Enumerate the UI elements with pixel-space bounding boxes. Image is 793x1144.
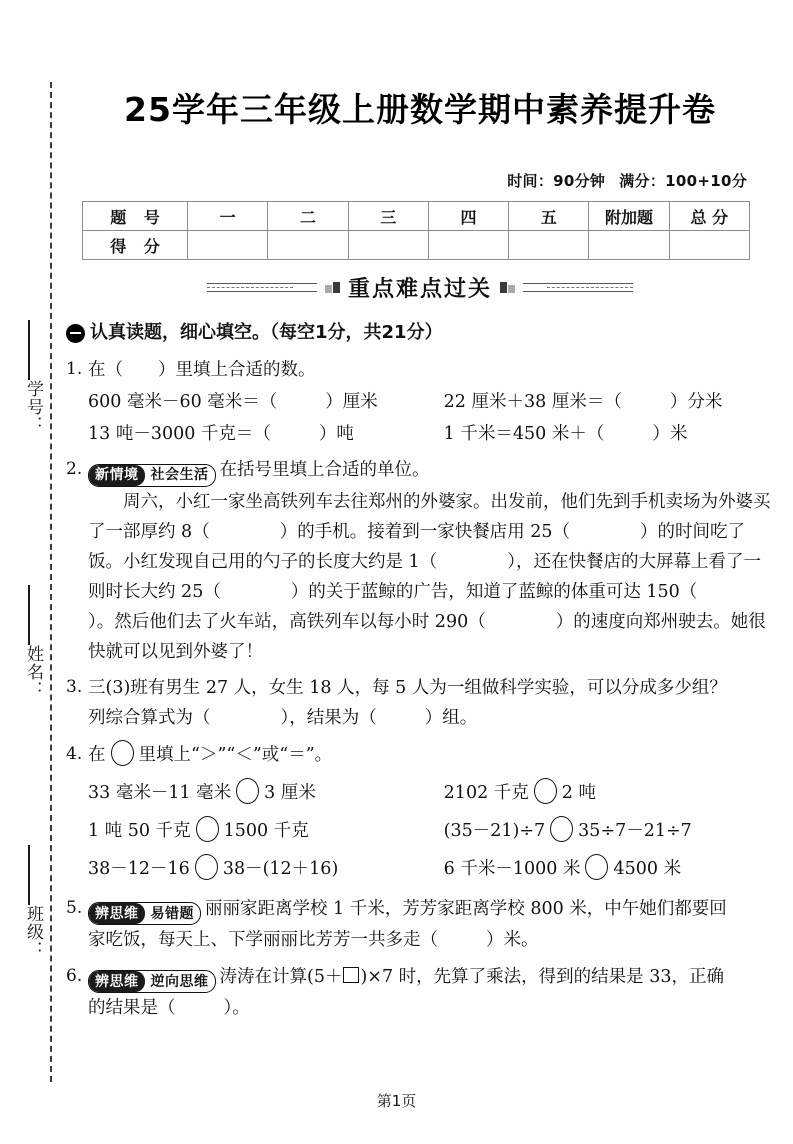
margin-name-label: 姓名： (23, 645, 43, 699)
q1-r1-left-a: 600 毫米－60 毫米＝（ (88, 392, 278, 413)
exam-time-label: 时间：90分钟 (507, 172, 606, 190)
q2-part-1: 周六，小红一家坐高铁列车去往郑州的外婆家。出发前，他们先到手机卖场为外婆买了一部厚约 8（ (88, 491, 771, 542)
cut-dashed-line (50, 82, 52, 1082)
q2-part-2: ）的手机。接着到一家快餐店用 25（ (279, 521, 571, 542)
q2-part-4: ），还在快餐店的大屏幕上看了一则时长大约 25（ (88, 551, 761, 603)
q2-part-5: ）的关于蓝鲸的广告，知道了蓝鲸的体重可达 150（ (290, 582, 698, 603)
q3-part-b: ），结果为（ (280, 708, 377, 729)
banner-decoration-right (523, 283, 633, 292)
question-5-line-1 (88, 894, 772, 926)
question-6 (66, 962, 772, 1024)
score-cell-1[interactable] (188, 231, 268, 260)
score-table-col-1: 一 (188, 202, 268, 231)
q1-r2-right-a: 1 千米＝450 米＋（ (443, 424, 605, 445)
q1-r1-left-b: ）厘米 (325, 392, 378, 413)
q1-r1-right-b: ）分米 (669, 392, 723, 413)
q4-r2-right-b: 35÷7－21÷7 (578, 820, 692, 841)
q1-r2-left-b: ）吨 (318, 424, 354, 445)
q3-part-c: ）组。 (424, 708, 478, 729)
score-table-col-5: 五 (509, 202, 589, 231)
score-cell-2[interactable] (268, 231, 348, 260)
table-row (83, 231, 750, 260)
question-2-number: 2. (66, 459, 83, 480)
exam-meta (507, 170, 747, 191)
q1-r2-left-a: 13 吨－3000 千克＝（ (88, 424, 271, 445)
score-table-row-label: 题 号 (83, 202, 188, 231)
question-4-number: 4. (66, 743, 83, 764)
q4-r2-left-circle[interactable] (196, 816, 219, 842)
question-5 (66, 894, 772, 956)
question-4-item-row-1 (88, 778, 772, 808)
q4-r1-left-a: 33 毫米－11 毫米 (88, 782, 232, 803)
exam-total-score-label: 满分：100+10分 (619, 172, 747, 190)
q6-part-a: 涛涛在计算(5＋ (219, 966, 343, 987)
q4-r1-left-b: 3 厘米 (264, 782, 316, 803)
q4-r2-right-circle[interactable] (550, 816, 573, 842)
question-5-tag-pill (88, 902, 201, 925)
student-id-rule (28, 320, 30, 380)
margin-class-label: 班级： (23, 905, 43, 959)
question-4 (66, 740, 772, 884)
page-footer: 第1页 (376, 1092, 417, 1110)
question-6-line-2 (88, 993, 772, 1023)
q1-r1-right-a: 22 厘米＋38 厘米＝（ (443, 392, 622, 413)
section-heading-text: 认真读题，细心填空。（每空1分，共21分） (90, 322, 443, 343)
table-row (83, 202, 750, 231)
q5-text-1: 丽丽家距离学校 1 千米，芳芳家距离学校 800 米，中午她们都要回 (205, 898, 727, 919)
question-1-stem: 在（ ）里填上合适的数。 (88, 359, 316, 380)
q5-part-a: 家吃饭，每天上、下学丽丽比芳芳一共多走（ (88, 930, 438, 951)
score-cell-5[interactable] (509, 231, 589, 260)
q4-r1-right-b: 2 吨 (561, 782, 596, 803)
class-rule (28, 845, 30, 905)
q2-part-3: ）的时间吃了饭。小红发现自己用的勺子的长度大约是 1（ (88, 521, 746, 572)
banner-decoration-left (207, 283, 317, 292)
q4-r1-right-circle[interactable] (534, 778, 557, 804)
q6-part-b: )×7 时，先算了乘法，得到的结果是 33，正确 (360, 966, 724, 987)
score-cell-total[interactable] (669, 231, 749, 260)
q5-part-b: ）米。 (486, 930, 539, 951)
q4-stem-a: 在 (88, 744, 106, 765)
question-5-tag-primary: 辨思维 (89, 903, 145, 924)
q4-stem-b: 里填上“＞”“＜”或“＝”。 (138, 744, 333, 765)
question-3 (66, 673, 772, 733)
question-2-paragraph (88, 487, 772, 668)
q4-r3-left-circle[interactable] (195, 854, 218, 880)
q4-r2-right-a: (35－21)÷7 (443, 820, 546, 841)
question-6-line-1 (88, 962, 772, 994)
q4-r1-left-circle[interactable] (236, 778, 259, 804)
margin-student-id-label: 学号： (23, 380, 43, 434)
question-3-number: 3. (66, 677, 83, 698)
question-5-tag-secondary: 易错题 (150, 905, 194, 922)
question-5-line-2 (88, 925, 772, 955)
score-table-col-4: 四 (428, 202, 508, 231)
question-1 (66, 355, 772, 449)
question-6-tag-primary: 辨思维 (89, 971, 145, 992)
section-number-icon (66, 324, 85, 343)
question-2-tag-secondary: 社会生活 (150, 467, 209, 484)
question-3-line-1: 三(3)班有男生 27 人，女生 18 人，每 5 人为一组做科学实验，可以分成多少组？ (88, 678, 727, 699)
question-2-tag-pill (88, 464, 216, 487)
section-heading (66, 318, 772, 349)
q4-r1-right-a: 2102 千克 (443, 782, 529, 803)
score-cell-4[interactable] (428, 231, 508, 260)
section-banner (70, 272, 770, 303)
question-1-item-row-2 (88, 419, 772, 449)
question-2-tag-primary: 新情境 (89, 465, 145, 486)
question-4-item-row-2 (88, 816, 772, 846)
page-title: 25学年三年级上册数学期中素养提升卷 (124, 90, 716, 129)
q6-part-c: 的结果是（ (88, 998, 176, 1019)
banner-title: 重点难点过关 (347, 277, 492, 302)
q2-part-7: ）的速度向郑州驶去。她很快就可以见到外婆了！ (88, 612, 766, 663)
q6-square-blank-icon[interactable] (343, 967, 359, 983)
q4-r3-left-b: 38－(12＋16) (222, 858, 339, 879)
q1-r2-right-b: ）米 (652, 424, 688, 445)
q4-r2-left-a: 1 吨 50 千克 (88, 820, 191, 841)
score-table-col-3: 三 (348, 202, 428, 231)
q4-r3-left-a: 38－12－16 (88, 858, 190, 879)
question-6-tag-secondary: 逆向思维 (150, 973, 209, 990)
q2-part-6: ）。然后他们去了火车站，高铁列车以每小时 290（ (88, 612, 486, 633)
score-table-col-bonus: 附加题 (589, 202, 669, 231)
score-table-col-2: 二 (268, 202, 348, 231)
question-2 (66, 455, 772, 667)
question-4-stem (88, 740, 772, 770)
banner-square-icon-left (325, 282, 340, 293)
question-6-tag-pill (88, 970, 216, 993)
question-5-number: 5. (66, 897, 83, 918)
score-cell-3[interactable] (348, 231, 428, 260)
question-2-stem-line (88, 455, 772, 487)
q4-r3-right-a: 6 千米－1000 米 (443, 858, 581, 879)
q3-part-a: 列综合算式为（ (88, 708, 211, 729)
q4-r3-right-circle[interactable] (585, 854, 608, 880)
question-1-number: 1. (66, 358, 83, 379)
q4-r3-right-b: 4500 米 (613, 858, 682, 879)
margin-info-area (0, 0, 50, 1144)
q4-r2-left-b: 1500 千克 (223, 820, 309, 841)
question-1-item-row-1 (88, 387, 772, 417)
q4-stem-circle-icon (111, 740, 134, 766)
q6-part-d: ）。 (223, 998, 250, 1019)
question-2-stem: 在括号里填上合适的单位。 (219, 460, 430, 481)
exam-content (66, 318, 772, 1023)
score-table-score-label: 得 分 (83, 231, 188, 260)
name-rule (28, 585, 30, 645)
question-3-line-2 (88, 703, 772, 733)
question-6-number: 6. (66, 965, 83, 986)
score-cell-bonus[interactable] (589, 231, 669, 260)
question-4-item-row-3 (88, 854, 772, 884)
score-table-col-total: 总 分 (669, 202, 749, 231)
banner-square-icon-right (500, 282, 515, 293)
score-table (82, 201, 750, 260)
